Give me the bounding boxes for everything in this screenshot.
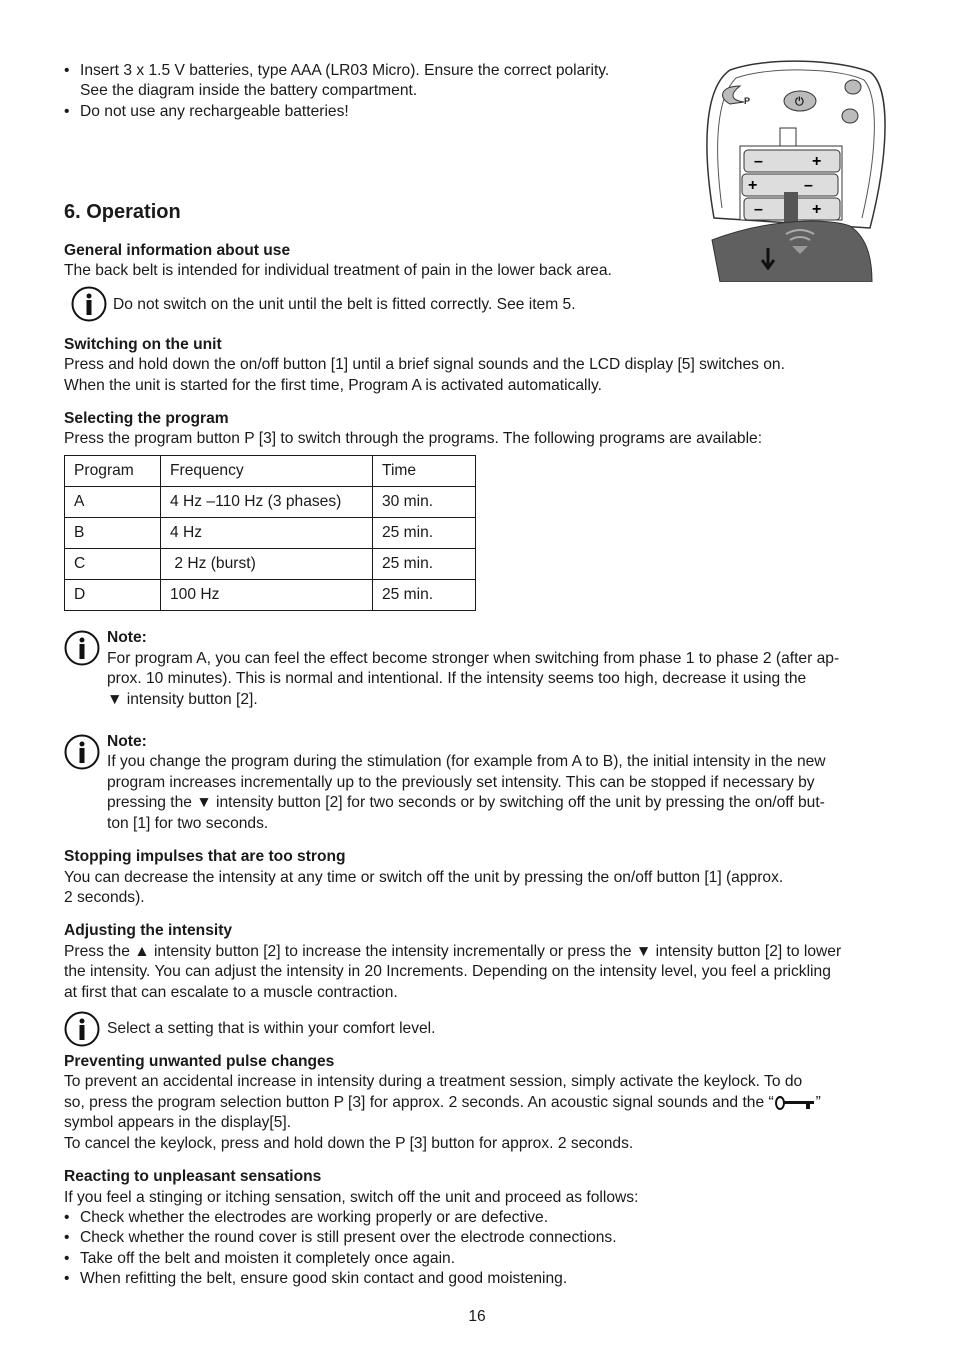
header-cell: Time (373, 456, 476, 487)
svg-text:P: P (744, 96, 751, 106)
header-cell: Frequency (161, 456, 373, 487)
program-table (64, 455, 476, 611)
subheading: Selecting the program (64, 410, 229, 427)
intro-bullet: Insert 3 x 1.5 V batteries, type AAA (LR03 Micro). Ensure the correct polarity. (80, 62, 610, 79)
info-icon (64, 1011, 100, 1047)
svg-text:+: + (748, 177, 758, 194)
subheading: Adjusting the intensity (64, 922, 233, 939)
bullet: • (64, 62, 70, 79)
note-line: prox. 10 minutes). This is normal and intentional. If the intensity seems too high, decrease it using the (107, 670, 807, 687)
table-row (65, 549, 476, 580)
cell: 25 min. (373, 518, 476, 549)
down-button-icon (842, 109, 858, 123)
note-title: Note: (107, 733, 147, 750)
note-title: Note: (107, 629, 147, 646)
intro-bullet: Do not use any rechargeable batteries! (80, 103, 349, 120)
list-item: Take off the belt and moisten it completely once again. (80, 1250, 456, 1267)
note-line: If you change the program during the stimulation (for example from A to B), the initial intensity in the new (107, 753, 826, 770)
paragraph-line: To prevent an accidental increase in intensity during a treatment session, simply activate the keylock. To do (64, 1073, 803, 1090)
paragraph-line (64, 1093, 821, 1113)
cell: 25 min. (373, 580, 476, 611)
page-number: 16 (468, 1308, 486, 1325)
paragraph-text: so, press the program selection button P [3] for approx. 2 seconds. An acoustic signal sounds and the “ (64, 1094, 774, 1111)
cell: 4 Hz –110 Hz (3 phases) (161, 487, 373, 518)
subheading: General information about use (64, 242, 291, 259)
table-row (65, 518, 476, 549)
note-line: ▼ intensity button [2]. (107, 691, 258, 708)
up-button-icon (845, 80, 861, 94)
table-header-row (65, 456, 476, 487)
cell: B (65, 518, 161, 549)
paragraph-line: To cancel the keylock, press and hold down the P [3] button for approx. 2 seconds. (64, 1135, 634, 1152)
svg-text:–: – (754, 201, 763, 218)
list-item: Check whether the round cover is still present over the electrode connections. (80, 1229, 617, 1246)
subheading: Switching on the unit (64, 336, 222, 353)
info-icon (71, 286, 107, 322)
bullet: • (64, 1209, 70, 1226)
paragraph-text: ” (815, 1094, 821, 1111)
cell: C (65, 549, 161, 580)
bullet: • (64, 103, 70, 120)
note-line: For program A, you can feel the effect become stronger when switching from phase 1 to phase 2 (after ap- (107, 650, 840, 667)
note-line: pressing the ▼ intensity button [2] for two seconds or by switching off the unit by pressing the on/off but- (107, 794, 825, 811)
paragraph-line: symbol appears in the display[5]. (64, 1114, 292, 1131)
note-line: program increases incrementally up to the previously set intensity. This can be stopped if necessary by (107, 774, 815, 791)
battery-compartment-illustration (700, 58, 892, 282)
subheading: Preventing unwanted pulse changes (64, 1053, 335, 1070)
cell: 30 min. (373, 487, 476, 518)
svg-text:–: – (804, 177, 813, 194)
subheading: Reacting to unpleasant sensations (64, 1168, 322, 1185)
cell: 2 Hz (burst) (161, 549, 373, 580)
svg-text:+: + (812, 153, 822, 170)
bullet: • (64, 1250, 70, 1267)
paragraph-line: You can decrease the intensity at any time or switch off the unit by pressing the on/off button [1] (approx. (64, 869, 784, 886)
key-icon (774, 1095, 816, 1111)
info-icon (64, 630, 100, 666)
paragraph-line: Press and hold down the on/off button [1] until a brief signal sounds and the LCD display [5] switches on. (64, 356, 785, 373)
cell: 100 Hz (161, 580, 373, 611)
paragraph-line: at first that can escalate to a muscle contraction. (64, 984, 398, 1001)
header-cell: Program (65, 456, 161, 487)
paragraph-line: When the unit is started for the first time, Program A is activated automatically. (64, 377, 602, 394)
cell: 4 Hz (161, 518, 373, 549)
paragraph-line: the intensity. You can adjust the intensity in 20 Increments. Depending on the intensity level, you feel a prickling (64, 963, 831, 980)
bullet: • (64, 1270, 70, 1287)
paragraph-line: 2 seconds). (64, 889, 145, 906)
svg-text:–: – (754, 153, 763, 170)
info-icon (64, 734, 100, 770)
cell: A (65, 487, 161, 518)
bullet: • (64, 1229, 70, 1246)
paragraph: Press the program button P [3] to switch through the programs. The following programs are available: (64, 430, 763, 447)
paragraph-line: Press the ▲ intensity button [2] to increase the intensity incrementally or press the ▼ intensity button [2] to lower (64, 943, 842, 960)
paragraph: If you feel a stinging or itching sensation, switch off the unit and proceed as follows: (64, 1189, 639, 1206)
list-item: Check whether the electrodes are working properly or are defective. (80, 1209, 549, 1226)
cell: D (65, 580, 161, 611)
battery-cover-icon (712, 221, 872, 282)
paragraph: The back belt is intended for individual treatment of pain in the lower back area. (64, 262, 612, 279)
info-text: Select a setting that is within your comfort level. (107, 1020, 436, 1037)
intro-bullet-cont: See the diagram inside the battery compartment. (80, 82, 418, 99)
svg-text:⏻: ⏻ (795, 96, 804, 108)
subheading: Stopping impulses that are too strong (64, 848, 346, 865)
note-line: ton [1] for two seconds. (107, 815, 269, 832)
cell: 25 min. (373, 549, 476, 580)
section-heading: 6. Operation (64, 201, 181, 223)
info-text: Do not switch on the unit until the belt is fitted correctly. See item 5. (113, 296, 576, 313)
list-item: When refitting the belt, ensure good skin contact and good moistening. (80, 1270, 568, 1287)
table-row (65, 487, 476, 518)
table-row (65, 580, 476, 611)
svg-text:+: + (812, 201, 822, 218)
